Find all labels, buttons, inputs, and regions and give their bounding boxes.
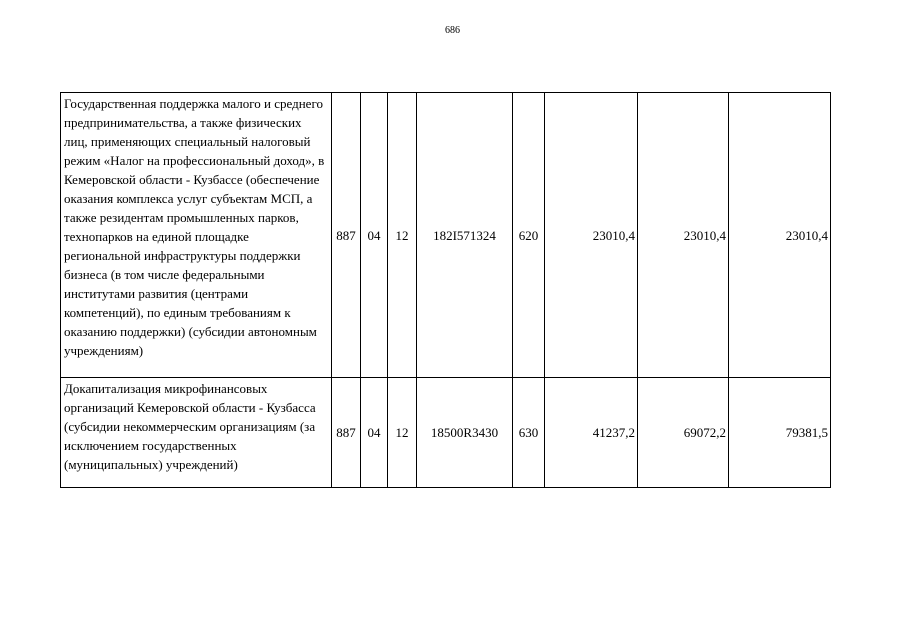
target-article-cell: 182I571324 [417,93,513,378]
amount-3-cell: 23010,4 [729,93,831,378]
expense-type-cell: 620 [513,93,545,378]
expense-type-cell: 630 [513,378,545,488]
table-row [61,93,831,378]
table-row [61,378,831,488]
section-code-cell: 04 [361,378,388,488]
ministry-code-cell: 887 [332,93,361,378]
target-article-cell: 18500R3430 [417,378,513,488]
amount-2-cell: 23010,4 [638,93,729,378]
amount-1-cell: 23010,4 [545,93,638,378]
amount-1-cell: 41237,2 [545,378,638,488]
subsection-code-cell: 12 [388,93,417,378]
page-number: 686 [445,25,460,36]
ministry-code-cell: 887 [332,378,361,488]
row-name-cell: Государственная поддержка малого и среднего предпринимательства, а также физических лиц, применяющих специальный налоговый режим «Налог на профессиональный доход», в Кемеровской области - Кузбассе (обеспечение оказания комплекса услуг субъектам МСП, а также резидентам промышленных парков, технопарков на единой площадке региональной инфраструктуры поддержки бизнеса (в том числе федеральными институтами развития (центрами компетенций), по единым требованиям к оказанию поддержки) (субсидии автономным учреждениям) [61,93,332,378]
amount-2-cell: 69072,2 [638,378,729,488]
amount-3-cell: 79381,5 [729,378,831,488]
section-code-cell: 04 [361,93,388,378]
subsection-code-cell: 12 [388,378,417,488]
budget-table [60,92,831,488]
row-name-cell: Докапитализация микрофинансовых организаций Кемеровской области - Кузбасса (субсидии некоммерческим организациям (за исключением государственных (муниципальных) учреждений) [61,378,332,488]
